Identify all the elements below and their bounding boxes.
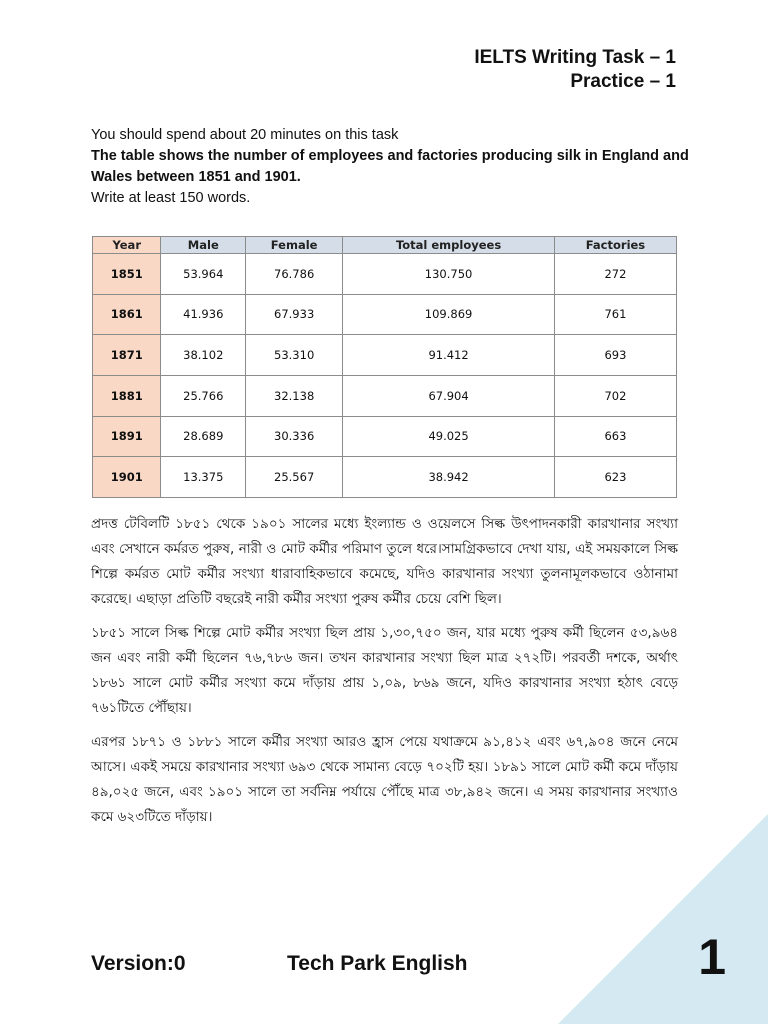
table-row bbox=[93, 375, 677, 416]
female-cell: 30.336 bbox=[246, 416, 343, 457]
factories-cell: 663 bbox=[554, 416, 676, 457]
year-cell: 1881 bbox=[93, 375, 161, 416]
page-subtitle: Practice – 1 bbox=[570, 71, 676, 92]
female-cell: 76.786 bbox=[246, 254, 343, 295]
year-cell: 1861 bbox=[93, 294, 161, 335]
table-row bbox=[93, 457, 677, 498]
column-header-male: Male bbox=[161, 237, 246, 254]
male-cell: 41.936 bbox=[161, 294, 246, 335]
table-row bbox=[93, 416, 677, 457]
total-cell: 49.025 bbox=[343, 416, 555, 457]
column-header-total: Total employees bbox=[343, 237, 555, 254]
word-count-note: Write at least 150 words. bbox=[91, 190, 251, 206]
male-cell: 53.964 bbox=[161, 254, 246, 295]
column-header-year: Year bbox=[93, 237, 161, 254]
female-cell: 32.138 bbox=[246, 375, 343, 416]
total-cell: 130.750 bbox=[343, 254, 555, 295]
time-note: You should spend about 20 minutes on this task bbox=[91, 127, 399, 143]
silk-industry-table bbox=[92, 236, 677, 498]
male-cell: 13.375 bbox=[161, 457, 246, 498]
table-row bbox=[93, 294, 677, 335]
total-cell: 67.904 bbox=[343, 375, 555, 416]
factories-cell: 693 bbox=[554, 335, 676, 376]
task-instructions bbox=[91, 125, 691, 209]
factories-cell: 272 bbox=[554, 254, 676, 295]
female-cell: 53.310 bbox=[246, 335, 343, 376]
page-header bbox=[474, 46, 676, 94]
table-row bbox=[93, 254, 677, 295]
year-cell: 1891 bbox=[93, 416, 161, 457]
column-header-factories: Factories bbox=[554, 237, 676, 254]
total-cell: 91.412 bbox=[343, 335, 555, 376]
total-cell: 109.869 bbox=[343, 294, 555, 335]
version-label: Version:0 bbox=[91, 952, 186, 975]
year-cell: 1851 bbox=[93, 254, 161, 295]
factories-cell: 623 bbox=[554, 457, 676, 498]
task-description: The table shows the number of employees and factories producing silk in England and Wales between 1851 and 1901. bbox=[91, 148, 689, 185]
female-cell: 67.933 bbox=[246, 294, 343, 335]
column-header-female: Female bbox=[246, 237, 343, 254]
table-header-row bbox=[93, 237, 677, 254]
corner-decoration bbox=[558, 814, 768, 1024]
year-cell: 1871 bbox=[93, 335, 161, 376]
female-cell: 25.567 bbox=[246, 457, 343, 498]
brand-name: Tech Park English bbox=[287, 952, 468, 975]
essay-paragraph-later: এরপর ১৮৭১ ও ১৮৮১ সালে কর্মীর সংখ্যা আরও হ্রাস পেয়ে যথাক্রমে ৯১,৪১২ এবং ৬৭,৯০৪ জনে নেমে আসে। একই সময়ে কারখানার সংখ্যা ৬৯৩ থেকে সামান্য বেড়ে ৭০২টি হয়। ১৮৯১ সালে মোট কর্মী কমে দাঁড়ায় ৪৯,০২৫ জনে, এবং ১৯০১ সালে তা সর্বনিম্ন পর্যায়ে পৌঁছে মাত্র ৩৮,৯৪২ জনে। এ সময় কারখানার সংখ্যাও কমে ৬২৩টিতে দাঁড়ায়। bbox=[91, 734, 678, 825]
male-cell: 28.689 bbox=[161, 416, 246, 457]
total-cell: 38.942 bbox=[343, 457, 555, 498]
essay-body bbox=[91, 512, 678, 839]
page-title: IELTS Writing Task – 1 bbox=[474, 47, 676, 68]
male-cell: 38.102 bbox=[161, 335, 246, 376]
year-cell: 1901 bbox=[93, 457, 161, 498]
factories-cell: 761 bbox=[554, 294, 676, 335]
factories-cell: 702 bbox=[554, 375, 676, 416]
table-row bbox=[93, 335, 677, 376]
essay-paragraph-early: ১৮৫১ সালে সিল্ক শিল্পে মোট কর্মীর সংখ্যা ছিল প্রায় ১,৩০,৭৫০ জন, যার মধ্যে পুরুষ কর্মী ছিলেন ৫৩,৯৬৪ জন এবং নারী কর্মী ছিলেন ৭৬,৭৮৬ জন। তখন কারখানার সংখ্যা ছিল মাত্র ২৭২টি। পরবর্তী দশকে, অর্থাৎ ১৮৬১ সালে মোট কর্মীর সংখ্যা কমে দাঁড়ায় প্রায় ১,০৯, ৮৬৯ জনে, যদিও কারখানার সংখ্যা হঠাৎ বেড়ে ৭৬১টিতে পৌঁছায়। bbox=[91, 625, 678, 716]
page-number: 1 bbox=[698, 929, 726, 985]
essay-paragraph-overview: প্রদত্ত টেবিলটি ১৮৫১ থেকে ১৯০১ সালের মধ্যে ইংল্যান্ড ও ওয়েলসে সিল্ক উৎপাদনকারী কারখানার সংখ্যা এবং সেখানে কর্মরত পুরুষ, নারী ও মোট কর্মীর পরিমাণ তুলে ধরে।সামগ্রিকভাবে দেখা যায়, এই সময়কালে সিল্ক শিল্পে কর্মরত মোট কর্মীর সংখ্যা ধারাবাহিকভাবে কমেছে, যদিও কারখানার সংখ্যা তুলনামূলকভাবে ওঠানামা করেছে। এছাড়া প্রতিটি বছরেই নারী কর্মীর সংখ্যা পুরুষ কর্মীর চেয়ে বেশি ছিল। bbox=[91, 516, 678, 607]
male-cell: 25.766 bbox=[161, 375, 246, 416]
